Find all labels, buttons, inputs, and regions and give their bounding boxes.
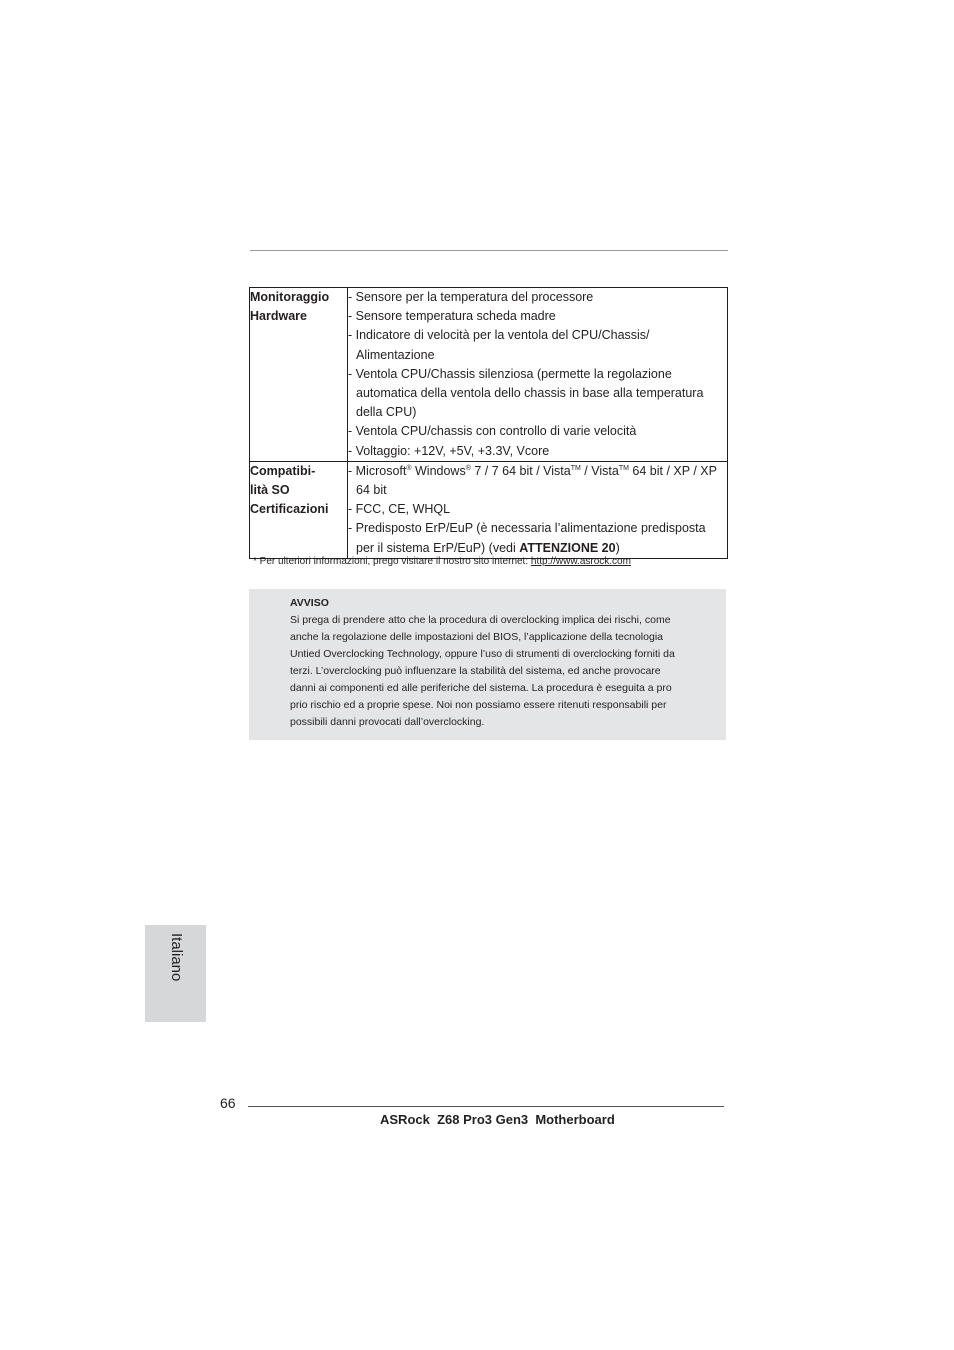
notice-line: Si prega di prendere atto che la procedura di overclocking implica dei rischi, come xyxy=(290,614,671,626)
os-versions: 7 / 7 64 bit / Vista xyxy=(470,463,571,478)
erp-close: ) xyxy=(615,540,620,555)
website-link[interactable]: http://www.asrock.com xyxy=(530,556,631,567)
list-item: - Sensore temperatura scheda madre xyxy=(348,309,556,324)
list-item: - FCC, CE, WHQL xyxy=(348,502,451,517)
product-name: ASRock Z68 Pro3 Gen3 Motherboard xyxy=(380,1112,615,1127)
os-vista: / Vista xyxy=(580,463,619,478)
trademark-mark: TM xyxy=(618,464,629,472)
row-items xyxy=(348,288,728,462)
label-line: Hardware xyxy=(250,309,307,324)
language-tab xyxy=(145,925,206,1022)
label-line: Monitoraggio xyxy=(250,290,330,304)
label-line: lità SO xyxy=(250,483,290,498)
erp-text: - Predisposto ErP/EuP (è necessaria l’alimentazione predisposta per il sistema ErP/EuP) (vedi xyxy=(348,521,706,555)
label-line: Compatibi- xyxy=(250,463,316,478)
os-rest: 64 bit / XP / XP 64 bit xyxy=(356,463,717,498)
list-item: - Ventola CPU/chassis con controllo di varie velocità xyxy=(348,424,637,439)
footnote-text: * Per ulteriori informazioni, prego visitare il nostro sito internet: xyxy=(253,556,531,567)
row-label xyxy=(250,461,348,558)
list-item: - Voltaggio: +12V, +5V, +3.3V, Vcore xyxy=(348,443,550,458)
notice-body xyxy=(290,612,715,731)
notice-box xyxy=(249,589,726,740)
notice-line: possibili danni provocati dall’overclocking. xyxy=(290,716,485,728)
row-label xyxy=(250,288,348,462)
language-label: Italiano xyxy=(168,933,185,982)
list-item: - Indicatore di velocità per la ventola del CPU/Chassis/ Alimentazione xyxy=(348,328,650,362)
row-items xyxy=(348,461,728,558)
footer-rule xyxy=(248,1106,724,1107)
header-rule xyxy=(250,250,728,251)
os-windows: Windows xyxy=(411,463,466,478)
registered-mark: ® xyxy=(465,464,471,472)
list-item: - Sensore per la temperatura del processore xyxy=(348,290,594,304)
table-row xyxy=(250,461,728,558)
table-row xyxy=(250,288,728,462)
os-prefix: - Microsoft xyxy=(348,463,407,478)
label-line: Certificazioni xyxy=(250,502,329,517)
footnote xyxy=(253,556,631,567)
notice-line: danni ai componenti ed alle periferiche del sistema. La procedura è eseguita a pro xyxy=(290,682,672,694)
trademark-mark: TM xyxy=(570,464,581,472)
notice-title: AVVISO xyxy=(290,597,329,609)
notice-line: Untied Overclocking Technology, oppure l’uso di strumenti di overclocking forniti da xyxy=(290,648,675,660)
erp-list-item xyxy=(348,519,727,557)
erp-reference: ATTENZIONE 20 xyxy=(519,540,616,555)
notice-line: terzi. L’overclocking può influenzare la stabilità del sistema, ed anche provocare xyxy=(290,665,661,677)
list-item: - Ventola CPU/Chassis silenziosa (permette la regolazione automatica della ventola dello chassis in base alla temperatura della CPU) xyxy=(348,366,704,420)
notice-line: anche la regolazione delle impostazioni del BIOS, l’applicazione della tecnologia xyxy=(290,631,663,643)
notice-line: prio rischio ed a proprie spese. Noi non possiamo essere ritenuti responsabili per xyxy=(290,699,667,711)
spec-table xyxy=(249,287,728,559)
os-list-item xyxy=(348,462,727,500)
registered-mark: ® xyxy=(406,464,412,472)
page-number: 66 xyxy=(220,1095,236,1111)
